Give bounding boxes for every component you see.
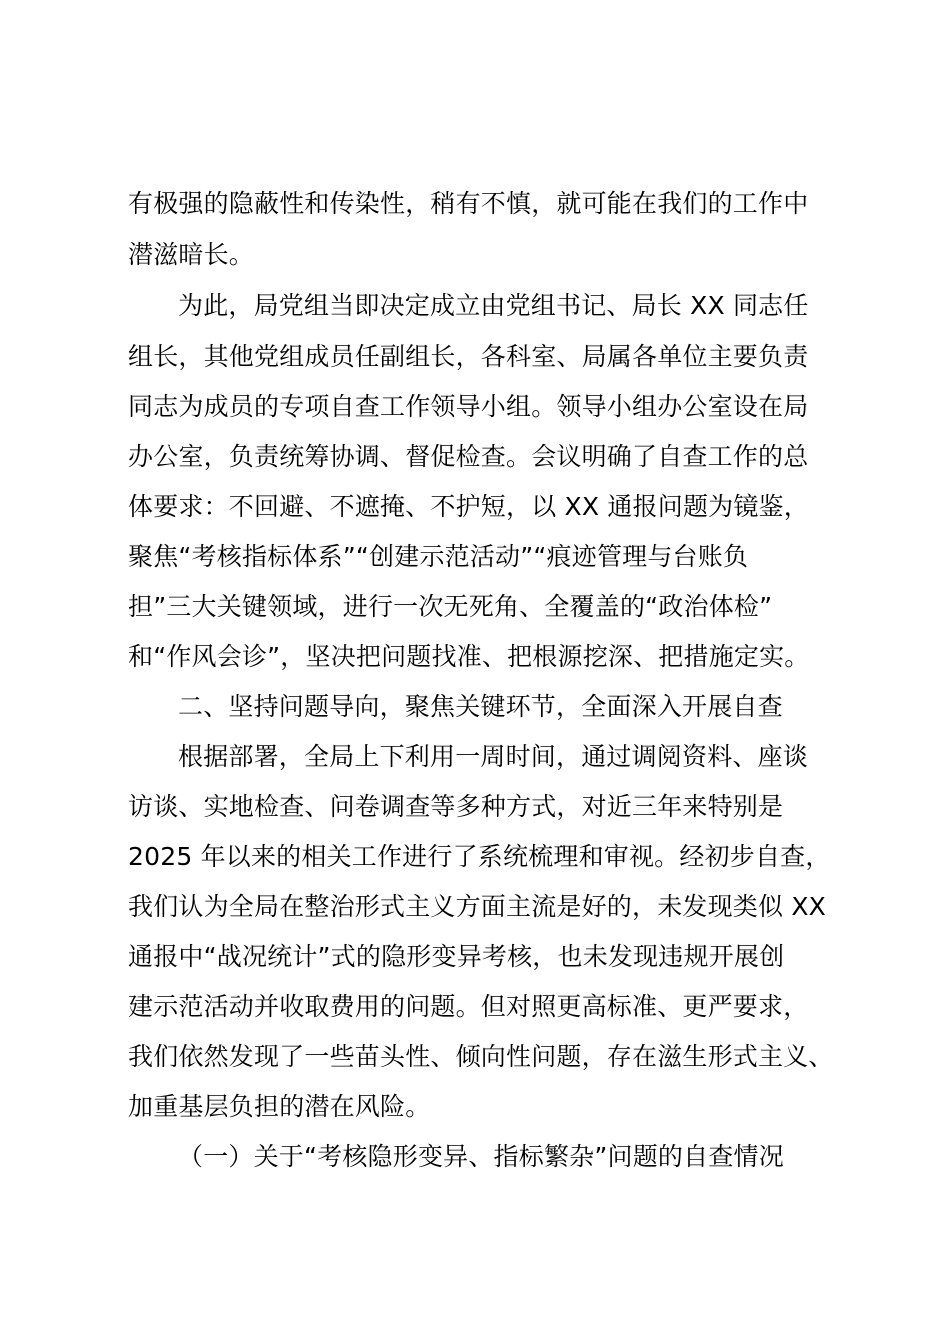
paragraph-line: 通报中“战况统计”式的隐形变异考核，也未发现违规开展创	[128, 942, 785, 971]
paragraph-line: 加重基层负担的潜在风险。	[128, 1092, 431, 1121]
paragraph-line: 担”三大关键领域，进行一次无死角、全覆盖的“政治体检”	[128, 592, 773, 621]
paragraph-line: 潜滋暗长。	[128, 240, 255, 269]
paragraph-line: 有极强的隐蔽性和传染性，稍有不慎，就可能在我们的工作中	[128, 189, 809, 218]
subsection-heading: （一）关于“考核隐形变异、指标繁杂”问题的自查情况	[178, 1142, 784, 1171]
paragraph-line: 根据部署，全局上下利用一周时间，通过调阅资料、座谈	[178, 742, 809, 771]
section-heading: 二、坚持问题导向，聚焦关键环节，全面深入开展自查	[178, 692, 783, 721]
paragraph-line: 和“作风会诊”，坚决把问题找准、把根源挖深、把措施定实。	[128, 642, 810, 671]
paragraph-line: 为此，局党组当即决定成立由党组书记、局长 XX 同志任	[178, 291, 809, 320]
paragraph-line: 体要求：不回避、不遮掩、不护短，以 XX 通报问题为镜鉴，	[128, 492, 809, 521]
paragraph-line: 同志为成员的专项自查工作领导小组。领导小组办公室设在局	[128, 392, 809, 421]
paragraph-line: 2025 年以来的相关工作进行了系统梳理和审视。经初步自查，	[128, 842, 831, 871]
paragraph-line: 我们认为全局在整治形式主义方面主流是好的，未发现类似 XX	[128, 892, 827, 921]
paragraph-line: 建示范活动并收取费用的问题。但对照更高标准、更严要求，	[128, 992, 809, 1021]
paragraph-line: 我们依然发现了一些苗头性、倾向性问题，存在滋生形式主义、	[128, 1042, 834, 1071]
paragraph-line: 访谈、实地检查、问卷调查等多种方式，对近三年来特别是	[128, 792, 784, 821]
paragraph-line: 办公室，负责统筹协调、督促检查。会议明确了自查工作的总	[128, 442, 809, 471]
paragraph-line: 聚焦“考核指标体系”“创建示范活动”“痕迹管理与台账负	[128, 542, 749, 571]
paragraph-line: 组长，其他党组成员任副组长，各科室、局属各单位主要负责	[128, 342, 809, 371]
